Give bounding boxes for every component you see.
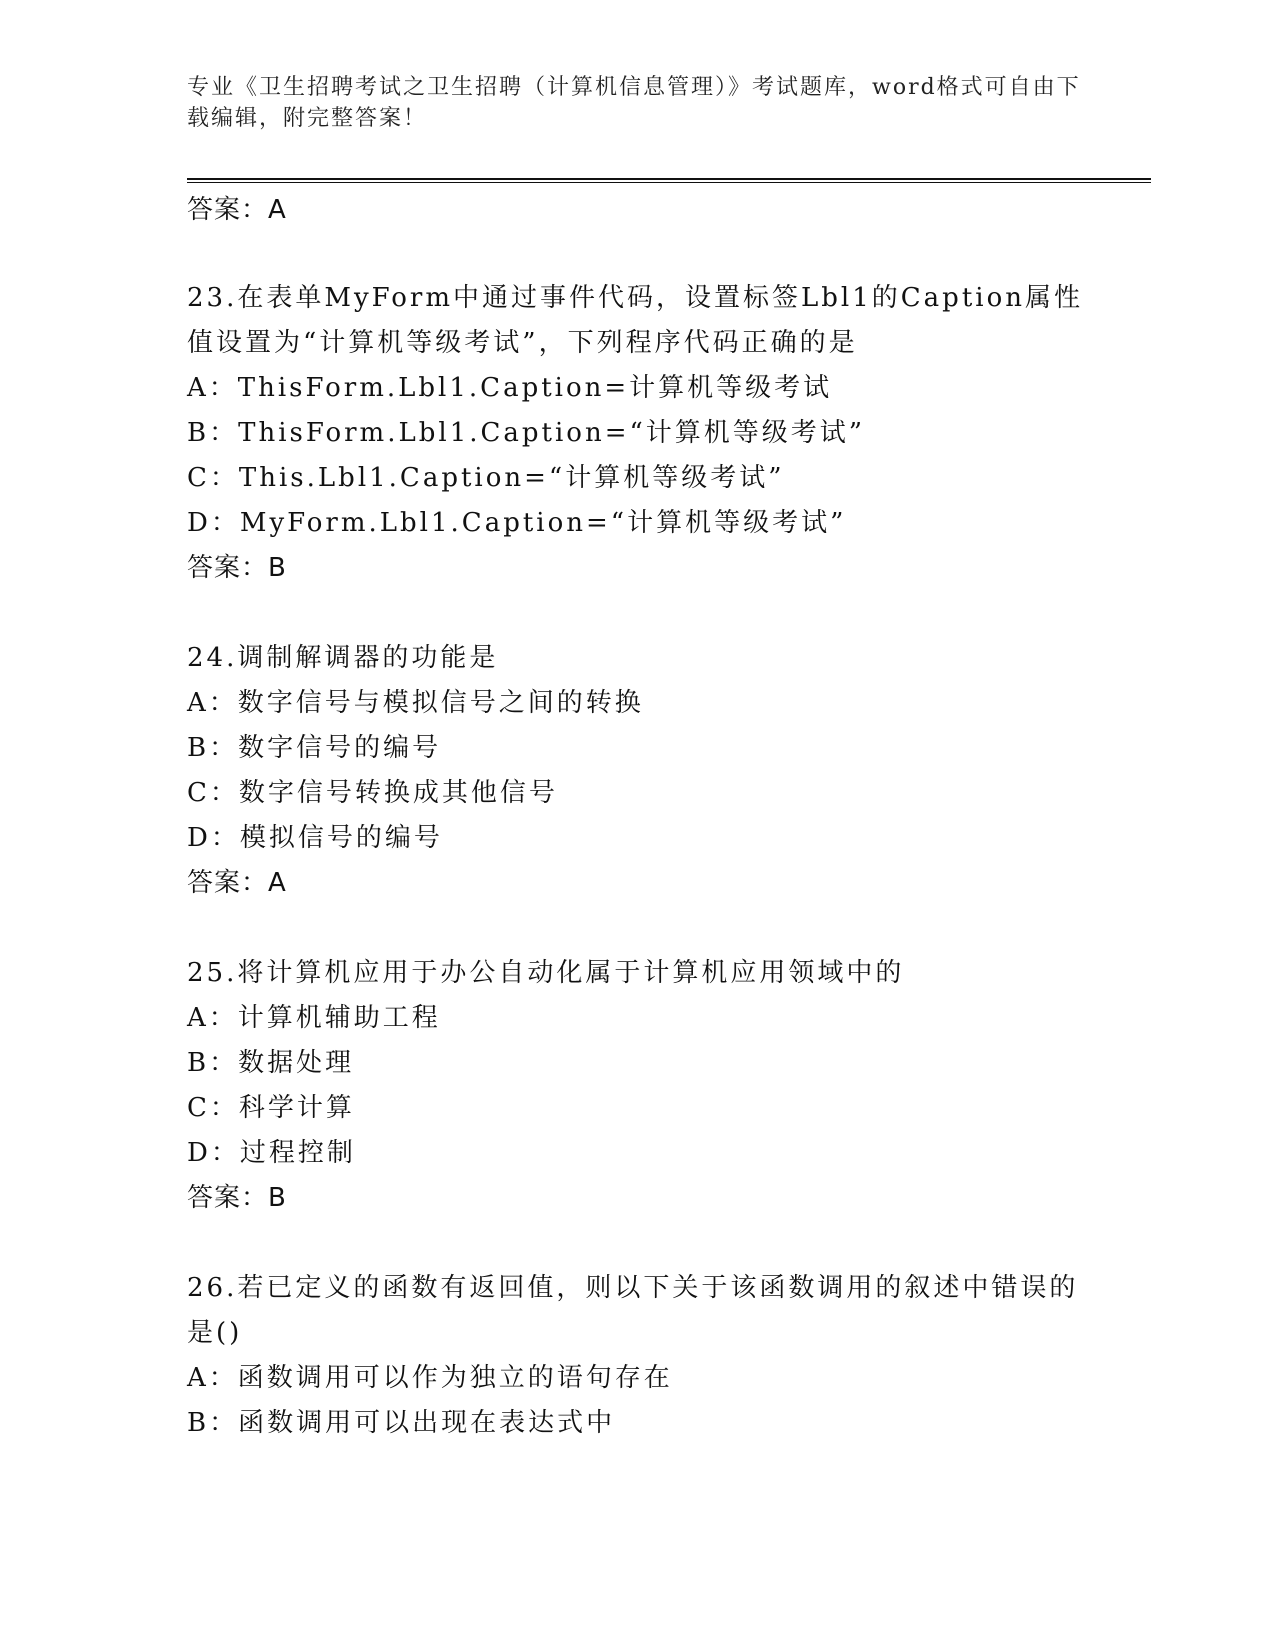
option-b: B：函数调用可以出现在表达式中 bbox=[187, 1408, 616, 1438]
question-stem: 23.在表单MyForm中通过事件代码，设置标签Lbl1的Caption属性值设置为“计算机等级考试”，下列程序代码正确的是 bbox=[187, 283, 1083, 358]
question-list bbox=[187, 188, 1087, 1446]
question-stem: 26.若已定义的函数有返回值，则以下关于该函数调用的叙述中错误的是() bbox=[187, 1273, 1079, 1348]
question-stem: 24.调制解调器的功能是 bbox=[187, 643, 499, 673]
option-c: C：This.Lbl1.Caption=“计算机等级考试” bbox=[187, 463, 785, 493]
question-25 bbox=[187, 951, 1087, 1221]
option-d: D：模拟信号的编号 bbox=[187, 823, 443, 853]
option-d: D：MyForm.Lbl1.Caption=“计算机等级考试” bbox=[187, 508, 847, 538]
question-23 bbox=[187, 276, 1087, 591]
question-answer: 答案：A bbox=[187, 868, 287, 898]
option-a: A：ThisForm.Lbl1.Caption=计算机等级考试 bbox=[187, 373, 833, 403]
question-answer: 答案：B bbox=[187, 553, 287, 583]
option-a: A：数字信号与模拟信号之间的转换 bbox=[187, 688, 644, 718]
header-divider bbox=[187, 178, 1151, 183]
option-b: B：数字信号的编号 bbox=[187, 733, 442, 763]
option-d: D：过程控制 bbox=[187, 1138, 356, 1168]
option-a: A：计算机辅助工程 bbox=[187, 1003, 441, 1033]
page-header: 专业《卫生招聘考试之卫生招聘（计算机信息管理）》考试题库，word格式可自由下载编辑，附完整答案！ bbox=[187, 75, 1081, 131]
question-stem: 25.将计算机应用于办公自动化属于计算机应用领域中的 bbox=[187, 958, 905, 988]
previous-answer: 答案：A bbox=[187, 195, 287, 225]
option-b: B：ThisForm.Lbl1.Caption=“计算机等级考试” bbox=[187, 418, 866, 448]
question-24 bbox=[187, 636, 1087, 906]
option-b: B：数据处理 bbox=[187, 1048, 355, 1078]
question-26 bbox=[187, 1266, 1087, 1446]
option-a: A：函数调用可以作为独立的语句存在 bbox=[187, 1363, 673, 1393]
option-c: C：科学计算 bbox=[187, 1093, 355, 1123]
question-answer: 答案：B bbox=[187, 1183, 287, 1213]
option-c: C：数字信号转换成其他信号 bbox=[187, 778, 558, 808]
